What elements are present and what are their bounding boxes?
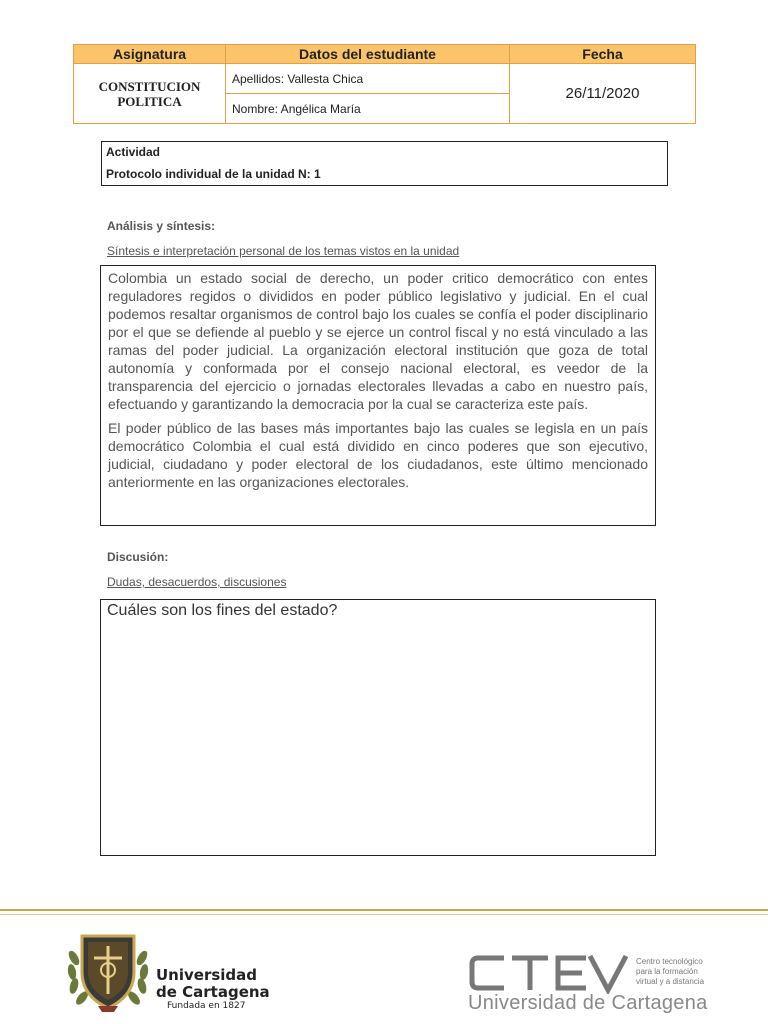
ctev-tagline-line-3: virtual y a distancia	[636, 977, 705, 986]
date-column-header: Fecha	[510, 45, 696, 64]
ctev-tagline-line-1: Centro tecnológico	[636, 957, 703, 966]
analysis-subtitle: Síntesis e interpretación personal de los temas vistos en la unidad	[107, 244, 460, 258]
analysis-paragraph-2: El poder público de las bases más importantes bajo las cuales se legisla en un país democrático Colombia el cual está dividido en cinco poderes que son ejecutivo, judicial, ciudadano y poder electoral de los ciudadanos, este último mencionado anteriormente en las organizaciones electorales.	[108, 420, 648, 490]
date-cell: 26/11/2020	[510, 64, 696, 124]
activity-box	[101, 141, 668, 186]
ctev-tagline	[636, 957, 736, 987]
subject-cell	[74, 64, 226, 124]
header-table	[73, 44, 696, 124]
student-column-header: Datos del estudiante	[226, 45, 510, 64]
header-row	[74, 45, 696, 64]
analysis-title: Análisis y síntesis:	[107, 219, 216, 233]
subject-column-header: Asignatura	[74, 45, 226, 64]
subject-line-2: POLITICA	[117, 93, 182, 109]
footer-divider-thin	[0, 914, 768, 915]
footer-divider	[0, 909, 768, 911]
discussion-subtitle: Dudas, desacuerdos, discusiones	[107, 575, 287, 589]
ctev-logo	[468, 952, 628, 994]
analysis-box	[100, 265, 656, 526]
discussion-box	[100, 599, 656, 856]
analysis-paragraph-1: Colombia un estado social de derecho, un poder critico democrático con entes reguladores regidos o divididos en poder público legislativo y judicial. En el cual podemos resaltar organismos de control bajo los cuales se confía el poder disciplinario por el que se defiende al pueblo y se ejerce un control fiscal y no está vinculado a las ramas del poder judicial. La organización electoral institución que goza de total autonomía y conformada por el consejo nacional electoral, es veedor de la transparencia del ejercicio o jornadas electorales llevadas a cabo en nuestro país, efectuando y garantizando la democracia por la cual se caracteriza este país.	[108, 270, 648, 412]
university-founded: Fundada en 1827	[167, 1001, 246, 1011]
university-name-line-2: de Cartagena	[156, 983, 270, 1001]
ctev-university-name: Universidad de Cartagena	[468, 992, 708, 1014]
discussion-question: Cuáles son los fines del estado?	[107, 602, 338, 619]
student-row-1	[74, 64, 696, 94]
university-crest-logo	[64, 928, 152, 1012]
activity-title: Protocolo individual de la unidad N: 1	[106, 167, 321, 181]
name-cell: Nombre: Angélica María	[226, 94, 510, 124]
ctev-tagline-line-2: para la formación	[636, 967, 698, 976]
surname-cell: Apellidos: Vallesta Chica	[226, 64, 510, 94]
activity-label: Actividad	[106, 145, 161, 159]
university-name-line-1: Universidad	[156, 966, 258, 984]
subject-line-1: CONSTITUCION	[98, 78, 201, 94]
discussion-title: Discusión:	[107, 550, 169, 564]
